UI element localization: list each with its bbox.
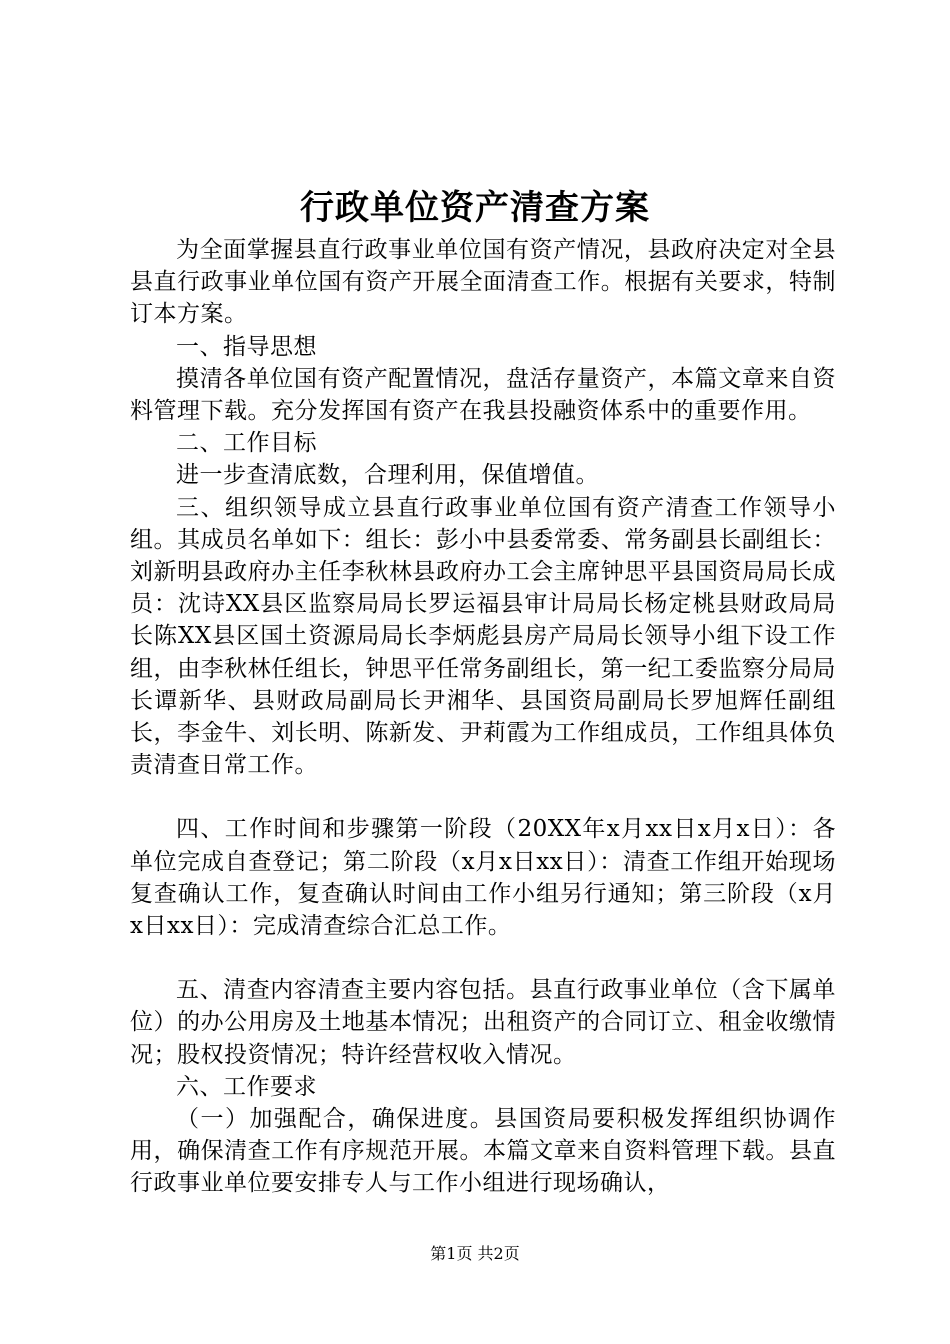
work-goal-paragraph: 进一步查清底数，合理利用，保值增值。 bbox=[176, 462, 599, 489]
inspection-content-paragraph: 五、清查内容清查主要内容包括。县直行政事业单位（含下属单位）的办公用房及土地基本情况；出租资产的合同订立、租金收缴情况；股权投资情况；特许经营权收入情况。 bbox=[130, 977, 836, 1068]
section-heading-guiding-idea: 一、指导思想 bbox=[176, 333, 317, 360]
intro-paragraph: 为全面掌握县直行政事业单位国有资产情况，县政府决定对全县县直行政事业单位国有资产开展全面清查工作。根据有关要求，特制订本方案。 bbox=[130, 237, 836, 328]
guiding-idea-paragraph: 摸清各单位国有资产配置情况，盘活存量资产，本篇文章来自资料管理下载。充分发挥国有资产在我县投融资体系中的重要作用。 bbox=[130, 365, 836, 425]
schedule-paragraph: 四、工作时间和步骤第一阶段（20XX年x月xx日x月x日）：各单位完成自查登记；第二阶段（x月x日xx日）：清查工作组开始现场复查确认工作，复查确认时间由工作小组另行通知；第三阶段（x月x日xx日）：完成清查综合汇总工作。 bbox=[130, 816, 836, 940]
organization-paragraph: 三、组织领导成立县直行政事业单位国有资产清查工作领导小组。其成员名单如下：组长：彭小中县委常委、常务副县长副组长：刘新明县政府办主任李秋林县政府办工会主席钟思平县国资局局长成员：沈诗XX县区监察局局长罗运福县审计局局长杨定桃县财政局局长陈XX县区国土资源局局长李炳彪县房产局局长领导小组下设工作组，由李秋林任组长，钟思平任常务副组长，第一纪工委监察分局局长谭新华、县财政局副局长尹湘华、县国资局副局长罗旭辉任副组长，李金牛、刘长明、陈新发、尹莉霞为工作组成员，工作组具体负责清查日常工作。 bbox=[130, 494, 836, 779]
section-heading-requirements: 六、工作要求 bbox=[176, 1073, 317, 1100]
document-title: 行政单位资产清查方案 bbox=[300, 188, 650, 228]
page-footer: 第1页 共2页 bbox=[430, 1244, 520, 1263]
section-heading-work-goal: 二、工作目标 bbox=[176, 430, 317, 457]
document-body bbox=[130, 234, 836, 1200]
requirements-paragraph: （一）加强配合，确保进度。县国资局要积极发挥组织协调作用，确保清查工作有序规范开展。本篇文章来自资料管理下载。县直行政事业单位要安排专人与工作小组进行现场确认， bbox=[130, 1106, 836, 1197]
